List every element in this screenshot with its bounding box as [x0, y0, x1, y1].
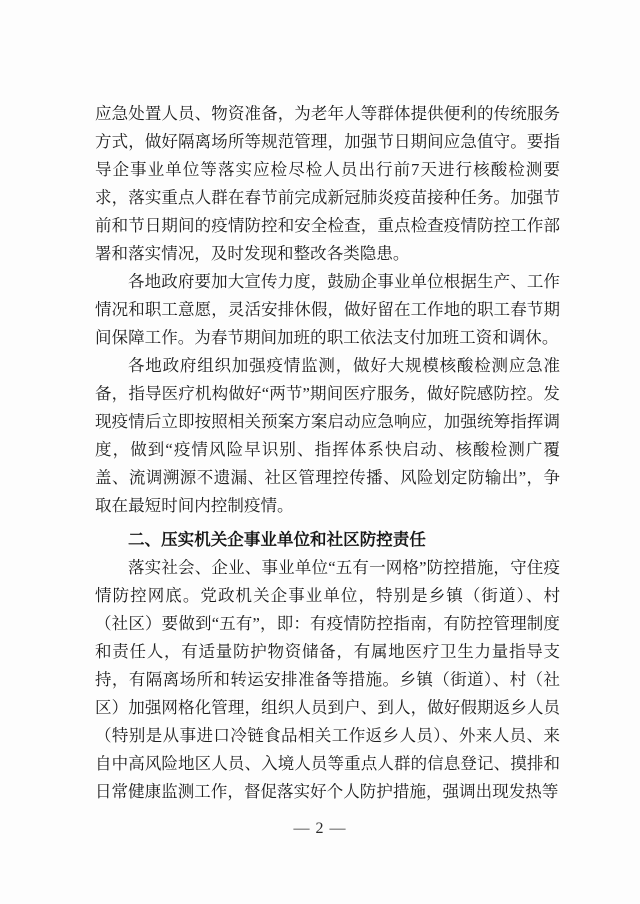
paragraph-publicity-holiday: 各地政府要加大宣传力度，鼓励企事业单位根据生产、工作情况和职工意愿，灵活安排休假，做好留在工作地的职工春节期间保障工作。为春节期间加班的职工依法支付加班工资和调休。	[95, 272, 560, 347]
paragraph-community-responsibility: 落实社会、企业、事业单位“五有一网格”防控措施，守住疫情防控网底。党政机关企事业单位，特别是乡镇（街道）、村（社区）要做到“五有”，即：有疫情防控指南，有防控管理制度和责任人，有适量防护物资储备，有属地医疗卫生力量指导支持，有隔离场所和转运安排准备等措施。乡镇（街道）、村（社区）加强网格化管理，组织人员到户、到人，做好假期返乡人员（特别是从事进口冷链食品相关工作返乡人员）、外来人员、来自中高风险地区人员、入境人员等重点人群的信息登记、摸排和日常健康监测工作，督促落实好个人防护措施，强调出现发热等	[95, 558, 560, 801]
page-number: — 2 —	[293, 820, 347, 837]
document-body	[95, 100, 560, 806]
section-heading-2: 二、压实机关企事业单位和社区防控责任	[128, 531, 426, 549]
paragraph-emergency-service: 应急处置人员、物资准备，为老年人等群体提供便利的传统服务方式，做好隔离场所等规范管理，加强节日期间应急值守。要指导企事业单位等落实应检尽检人员出行前7天进行核酸检测要求，落实重点人群在春节前完成新冠肺炎疫苗接种任务。加强节前和节日期间的疫情防控和安全检查，重点检查疫情防控工作部署和落实情况，及时发现和整改各类隐患。	[95, 104, 560, 263]
paragraph-epidemic-monitoring: 各地政府组织加强疫情监测，做好大规模核酸检测应急准备，指导医疗机构做好“两节”期间医疗服务，做好院感防控。发现疫情后立即按照相关预案方案启动应急响应，加强统筹指挥调度，做到“疫情风险早识别、指挥体系快启动、核酸检测广覆盖、流调溯源不遗漏、社区管理控传播、风险划定防输出”，争取在最短时间内控制疫情。	[95, 356, 560, 515]
